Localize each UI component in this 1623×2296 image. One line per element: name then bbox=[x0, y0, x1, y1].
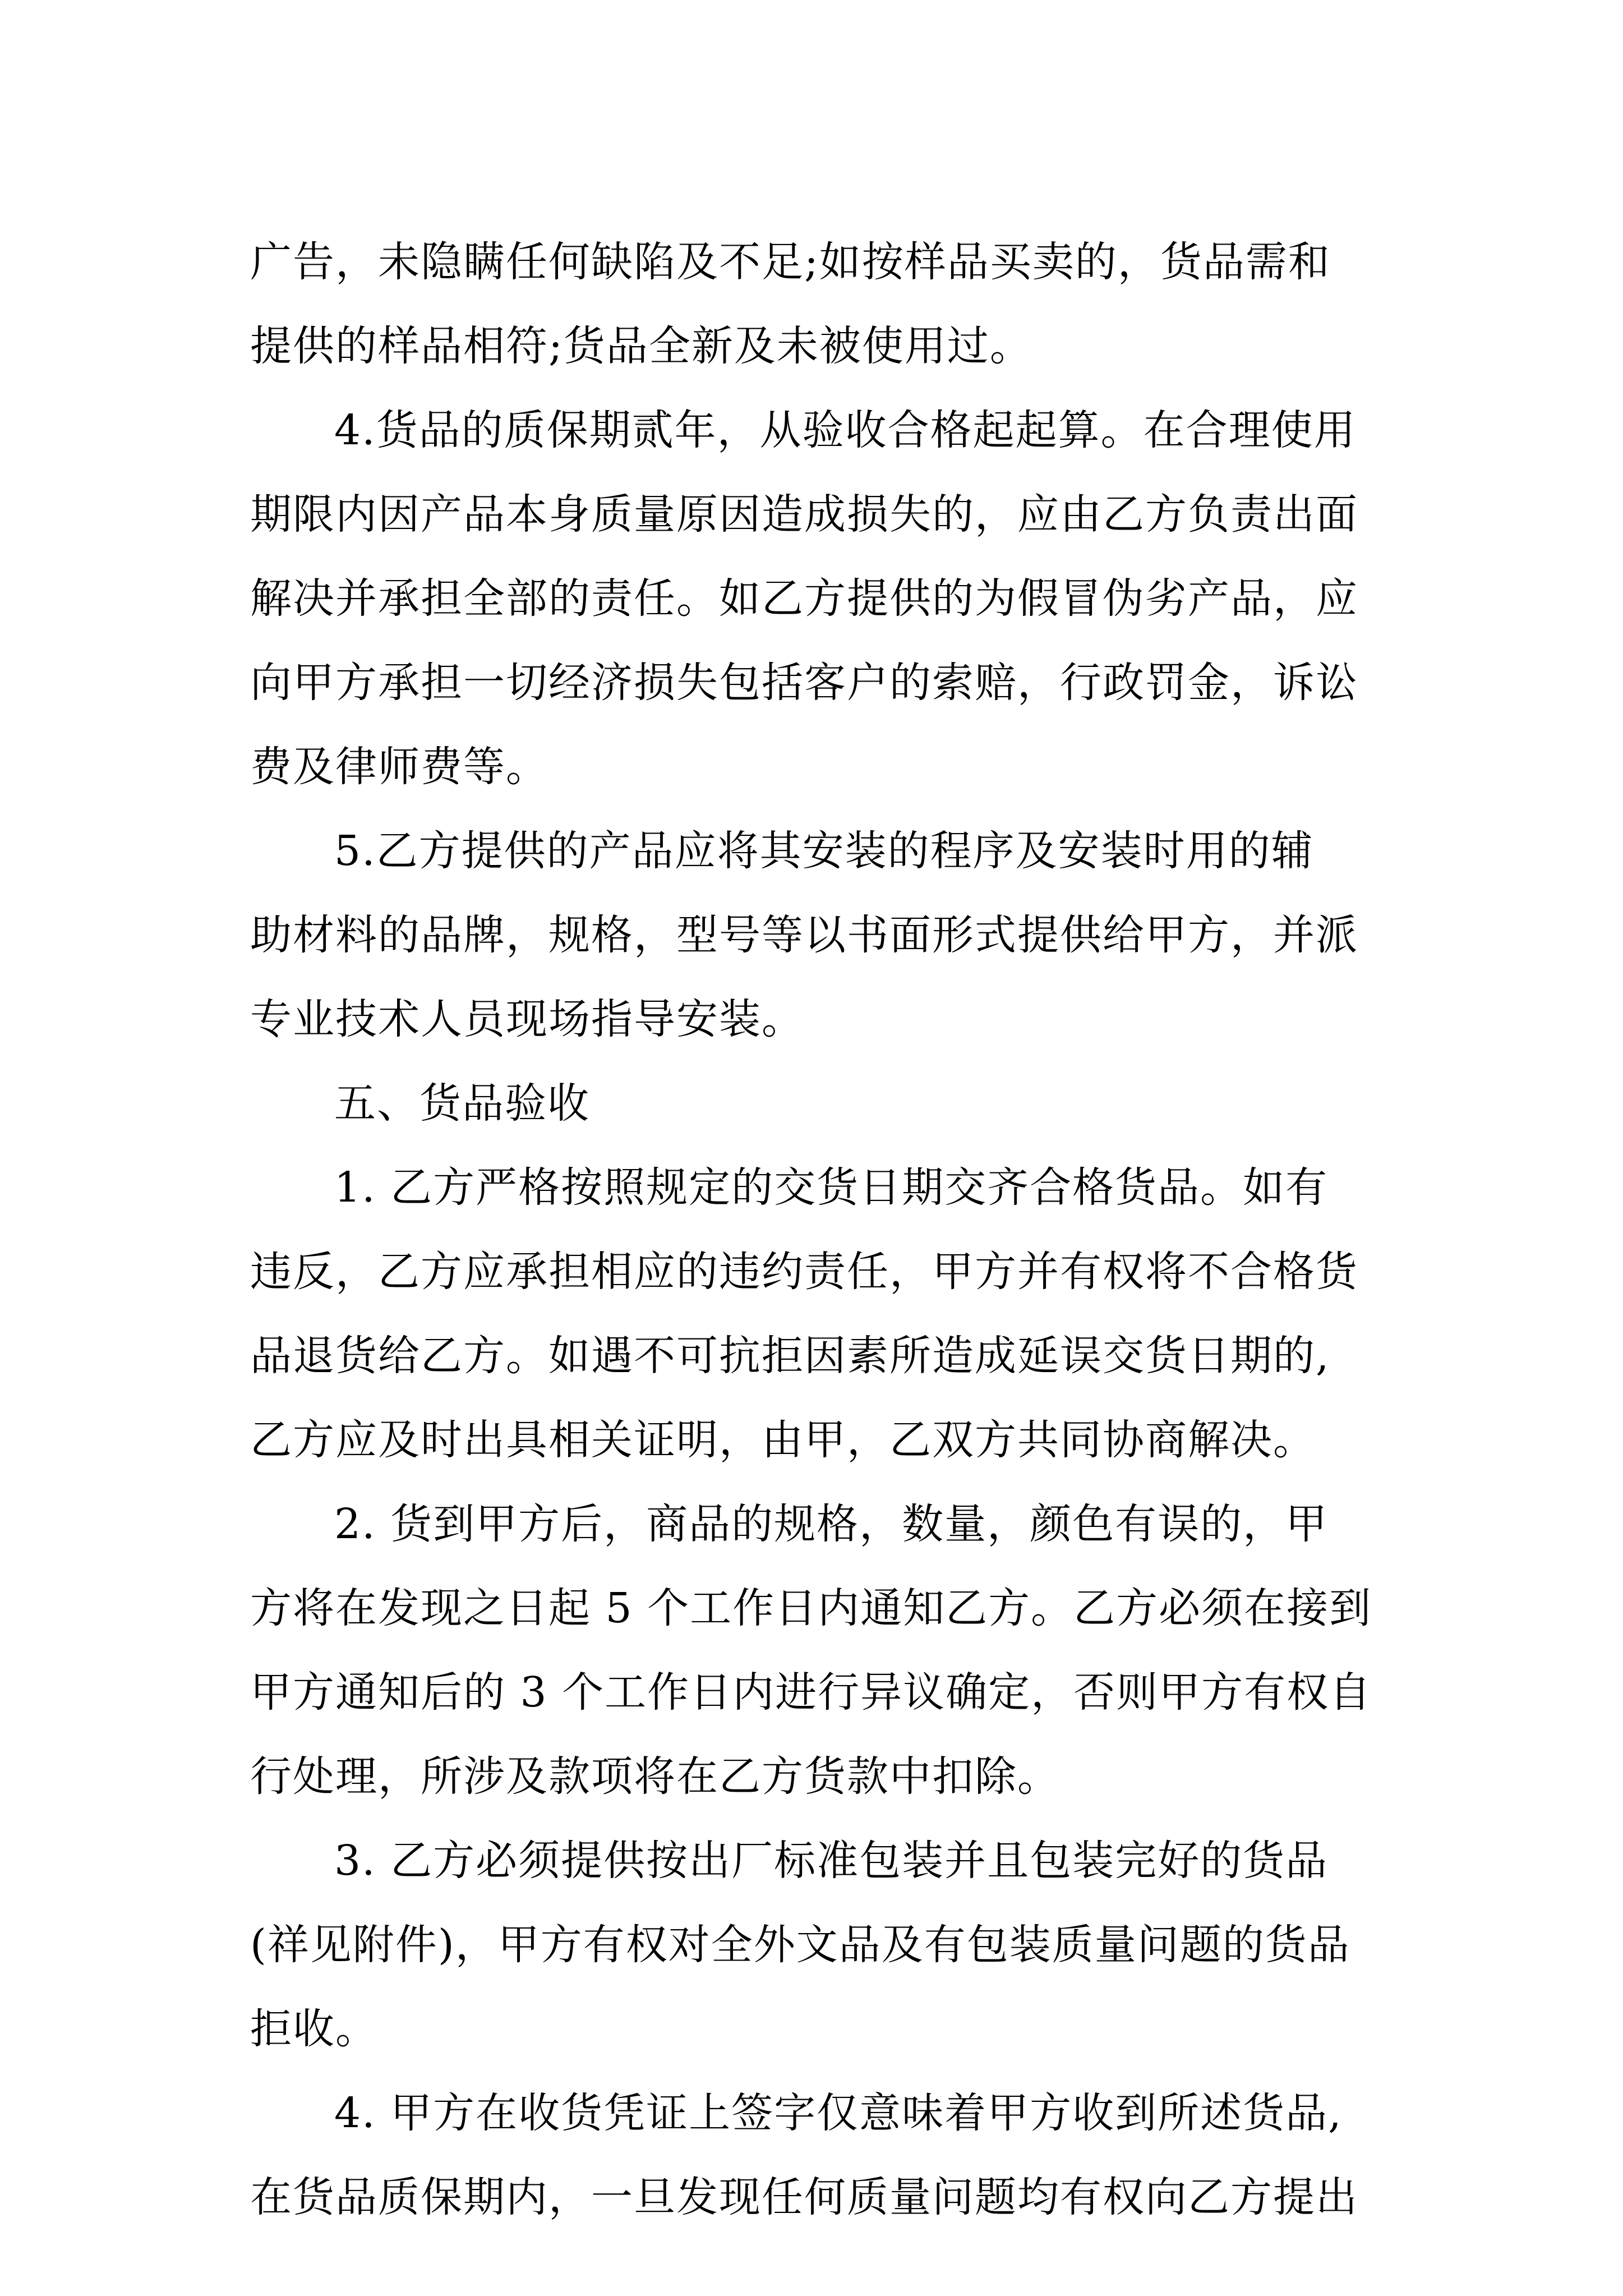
clause-5-line: 5.乙方提供的产品应将其安装的程序及安装时用的辅 bbox=[334, 827, 1314, 875]
text-line: 违反，乙方应承担相应的违约责任，甲方并有权将不合格货 bbox=[250, 1248, 1358, 1296]
text-line: 在货品质保期内，一旦发现任何质量问题均有权向乙方提出 bbox=[250, 2173, 1358, 2221]
clause-4b-line: 4. 甲方在收货凭证上签字仅意味着甲方收到所述货品, bbox=[334, 2089, 1343, 2137]
text-line: 拒收。 bbox=[250, 2005, 378, 2053]
clause-4-line: 4.货品的质保期贰年，从验收合格起起算。在合理使用 bbox=[334, 406, 1357, 454]
text-line: (祥见附件)，甲方有权对全外文品及有包装质量问题的货品 bbox=[250, 1921, 1350, 1969]
text-line: 广告，未隐瞒任何缺陷及不足;如按样品买卖的，货品需和 bbox=[250, 238, 1331, 286]
text-line: 助材料的品牌，规格，型号等以书面形式提供给甲方，并派 bbox=[250, 911, 1358, 959]
text-line: 品退货给乙方。如遇不可抗拒因素所造成延误交货日期的, bbox=[250, 1332, 1330, 1380]
text-line: 乙方应及时出具相关证明，由甲，乙双方共同协商解决。 bbox=[250, 1416, 1316, 1464]
clause-3-line: 3. 乙方必须提供按出厂标准包装并且包装完好的货品 bbox=[334, 1837, 1329, 1885]
text-line: 期限内因产品本身质量原因造成损失的，应由乙方负责出面 bbox=[250, 490, 1358, 539]
text-line: 专业技术人员现场指导安装。 bbox=[250, 995, 804, 1043]
text-line: 行处理，所涉及款项将在乙方货款中扣除。 bbox=[250, 1752, 1060, 1801]
section-heading: 五、货品验收 bbox=[334, 1079, 590, 1128]
text-line: 解决并承担全部的责任。如乙方提供的为假冒伪劣产品，应 bbox=[250, 574, 1358, 623]
text-line: 提供的样品相符;货品全新及未被使用过。 bbox=[250, 322, 1032, 370]
clause-1-line: 1. 乙方严格按照规定的交货日期交齐合格货品。如有 bbox=[334, 1163, 1329, 1212]
text-line: 甲方通知后的 3 个工作日内进行异议确定，否则甲方有权自 bbox=[250, 1668, 1372, 1717]
text-line: 方将在发现之日起 5 个工作日内通知乙方。乙方必须在接到 bbox=[250, 1584, 1372, 1632]
clause-2-line: 2. 货到甲方后，商品的规格，数量，颜色有误的，甲 bbox=[334, 1500, 1329, 1548]
text-line: 向甲方承担一切经济损失包括客户的索赔，行政罚金，诉讼 bbox=[250, 659, 1358, 707]
text-line: 费及律师费等。 bbox=[250, 743, 548, 791]
document-body bbox=[250, 220, 1383, 2239]
